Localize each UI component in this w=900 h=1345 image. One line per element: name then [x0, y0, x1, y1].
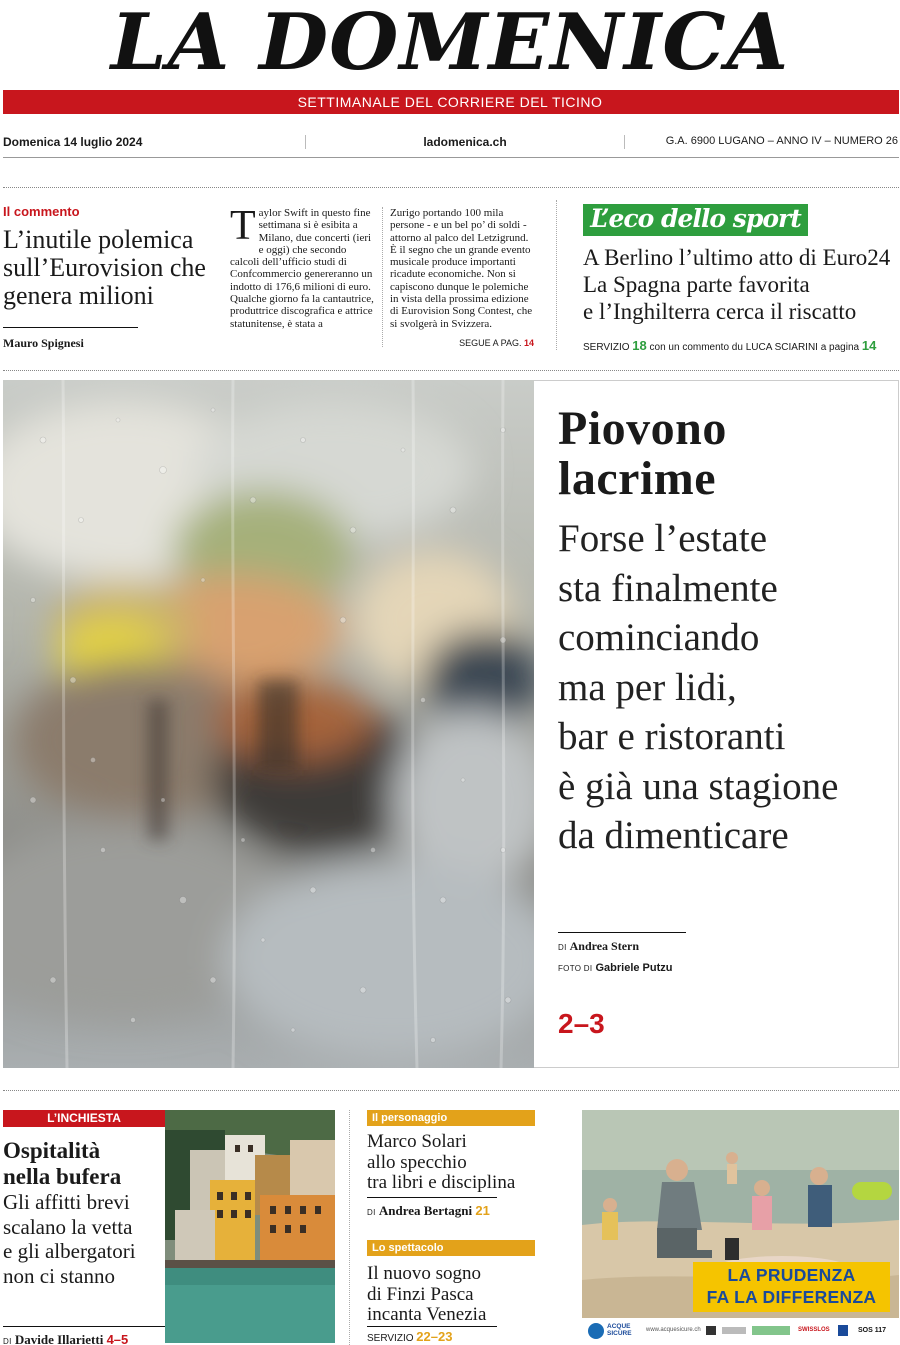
inchiesta-deck-line: e gli albergatori	[3, 1239, 136, 1263]
spettacolo-label: Lo spettacolo	[367, 1240, 535, 1256]
byline-rule	[367, 1326, 497, 1327]
acque-sicure-logo-text: ACQUE SICURE	[607, 1323, 632, 1337]
continue-page: 14	[523, 338, 534, 348]
masthead-title[interactable]: LA DOMENICA	[110, 0, 790, 88]
sport-footer-prefix: SERVIZIO	[583, 342, 630, 353]
acque-sicure-logo-icon	[588, 1323, 604, 1339]
section-divider	[3, 370, 899, 371]
spettacolo-headline-line: Il nuovo sogno	[367, 1263, 481, 1284]
partner-logo-icon	[838, 1325, 848, 1336]
masthead-subtitle: SETTIMANALE DEL CORRIERE DEL TICINO	[297, 94, 603, 110]
partner-logo-icon	[752, 1326, 790, 1335]
continue-label: SEGUE A PAG.	[459, 338, 522, 348]
ad-slogan-line: FA LA DIFFERENZA	[706, 1287, 877, 1307]
sport-headline[interactable]	[583, 244, 900, 325]
commento-col1-text: aylor Swift in questo fine settimana si è esibita a Milano, due concerti (ieri e oggi) che secondo calcoli dell’ufficio studi di Confcommercio genereranno un indotto di 176,6 milioni di euro. Qualche giorno fa la cantautrice, produttrice discografica e attrice statunitense, è stata a	[230, 207, 374, 330]
byline-rule	[3, 1326, 165, 1327]
inchiesta-headline[interactable]	[3, 1138, 165, 1190]
section-divider	[3, 1090, 899, 1091]
spettacolo-page-ref[interactable]: 22–23	[416, 1329, 453, 1344]
lakeside-village-photo	[165, 1110, 335, 1343]
main-page-ref[interactable]: 2–3	[558, 1008, 605, 1039]
main-deck-line: ma per lidi,	[558, 665, 737, 709]
inchiesta-headline-line: Ospitalità	[3, 1138, 101, 1163]
sos-number: SOS 117	[858, 1327, 887, 1334]
personaggio-headline-line: Marco Solari	[367, 1131, 467, 1152]
commento-author: Mauro Spignesi	[3, 336, 84, 350]
commento-column-2: Zurigo portando 100 mila persone - e un bel po’ di soldi - attorno al palco del Letzigrund. È il segno che un grande evento musicale produce importanti ricadute economiche. Non si capiscono dunque le polemiche in vista della prossima edizione di Eurovision Song Contest, che si svolgerà in Svizzera.	[390, 207, 533, 330]
byline-prefix: DI	[558, 943, 567, 952]
inchiesta-author: Davide Illarietti	[14, 1332, 104, 1345]
inchiesta-headline-line: nella bufera	[3, 1164, 122, 1189]
inchiesta-page-ref[interactable]: 4–5	[106, 1332, 129, 1345]
byline-prefix: SERVIZIO	[367, 1333, 414, 1344]
main-deck-line: è già una stagione	[558, 764, 839, 808]
commento-rule	[3, 327, 138, 328]
photo-credit-prefix: FOTO DI	[558, 964, 593, 973]
personaggio-headline-line: tra libri e disciplina	[367, 1172, 516, 1193]
photo-credit	[558, 962, 673, 974]
spettacolo-headline[interactable]	[367, 1264, 547, 1326]
personaggio-page-ref[interactable]: 21	[475, 1203, 490, 1218]
commento-label: Il commento	[3, 204, 80, 219]
personaggio-byline	[367, 1203, 490, 1219]
main-deck-line: bar e ristoranti	[558, 715, 786, 758]
header-divider	[3, 157, 899, 158]
sport-headline-line: A Berlino l’ultimo atto di Euro24	[583, 245, 891, 270]
inchiesta-label: L’INCHIESTA	[47, 1111, 121, 1125]
continue-link[interactable]	[390, 338, 534, 348]
main-deck-line: Forse l’estate	[558, 517, 768, 560]
rain-window-photo	[3, 380, 534, 1068]
inchiesta-deck-line: scalano la vetta	[3, 1214, 133, 1239]
sport-headline-line: La Spagna parte favorita	[583, 272, 810, 297]
inchiesta-byline	[3, 1333, 128, 1345]
column-separator	[556, 200, 557, 350]
inchiesta-deck-line: Gli affitti brevi	[3, 1190, 130, 1214]
main-byline	[558, 939, 639, 954]
spettacolo-headline-line: di Finzi Pasca	[367, 1283, 474, 1305]
sport-page-ref: 14	[861, 338, 877, 353]
column-separator	[349, 1110, 350, 1345]
spettacolo-byline	[367, 1331, 452, 1345]
column-separator	[382, 207, 383, 347]
sport-footer	[583, 338, 876, 353]
sport-footer-middle: con un commento du LUCA SCIARINI a pagina	[649, 342, 860, 353]
byline-rule	[558, 932, 686, 933]
personaggio-headline-line: allo specchio	[367, 1151, 467, 1173]
main-deck-line: cominciando	[558, 616, 760, 659]
main-headline-line: Piovono	[558, 402, 727, 455]
swisslos-logo: SWISSLOS	[798, 1327, 830, 1333]
byline-prefix: DI	[367, 1208, 376, 1217]
personaggio-label: Il personaggio	[367, 1110, 535, 1126]
section-divider	[3, 187, 899, 188]
partner-logo-icon	[722, 1327, 746, 1334]
dropcap: T	[230, 203, 256, 249]
issue-info: G.A. 6900 LUGANO – ANNO IV – NUMERO 26	[665, 135, 898, 147]
ad-website[interactable]: www.acquesicure.ch	[646, 1327, 701, 1333]
spettacolo-headline-line: incanta Venezia	[367, 1304, 487, 1325]
photographer: Gabriele Putzu	[595, 962, 673, 974]
sport-banner-text[interactable]: L’eco dello sport	[590, 204, 801, 233]
personaggio-headline[interactable]	[367, 1132, 547, 1194]
commento-column-1	[230, 203, 375, 330]
main-author: Andrea Stern	[569, 939, 640, 953]
ad-logo-strip	[582, 1318, 899, 1343]
inchiesta-deck	[3, 1190, 165, 1288]
inchiesta-deck-line: non ci stanno	[3, 1263, 115, 1288]
main-headline-line: lacrime	[558, 452, 717, 505]
byline-prefix: DI	[3, 1337, 12, 1345]
website-link[interactable]: ladomenica.ch	[305, 135, 625, 149]
byline-rule	[367, 1197, 497, 1198]
main-deck	[558, 514, 898, 861]
main-headline[interactable]	[558, 404, 888, 504]
main-deck-line: da dimenticare	[558, 814, 789, 857]
partner-logo-icon	[706, 1326, 716, 1335]
ad-slogan	[693, 1264, 890, 1308]
ad-slogan-line: LA PRUDENZA	[727, 1265, 856, 1285]
sport-page-ref: 18	[632, 338, 647, 353]
commento-headline[interactable]: L’inutile polemica sull’Eurovision che genera milioni	[3, 225, 206, 310]
sport-headline-line: e l’Inghilterra cerca il riscatto	[583, 299, 857, 324]
issue-date: Domenica 14 luglio 2024	[3, 135, 143, 149]
personaggio-author: Andrea Bertagni	[378, 1203, 473, 1218]
main-deck-line: sta finalmente	[558, 566, 778, 610]
